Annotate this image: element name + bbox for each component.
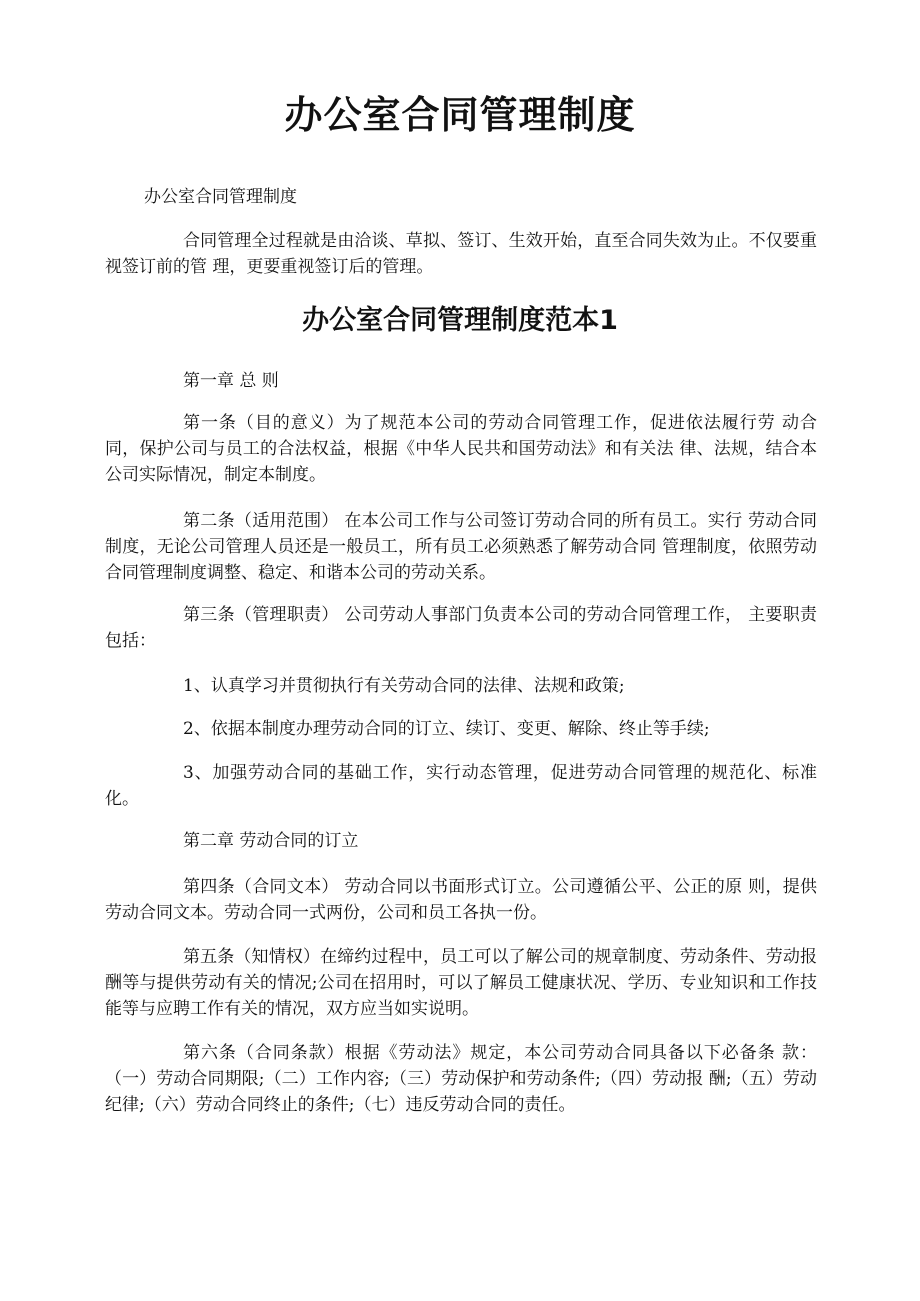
article-paragraph: 第三条（管理职责） 公司劳动人事部门负责本公司的劳动合同管理工作， 主要职责包括： — [105, 605, 817, 651]
section-title: 办公室合同管理制度范本1 — [302, 305, 618, 336]
list-item: 3、加强劳动合同的基础工作，实行动态管理，促进劳动合同管理的规范化、标准化。 — [105, 763, 817, 809]
list-item: 2、依据本制度办理劳动合同的订立、续订、变更、解除、终止等手续; — [183, 719, 710, 739]
document-subtitle: 办公室合同管理制度 — [144, 187, 297, 207]
article-paragraph: 第五条（知情权）在缔约过程中，员工可以了解公司的规章制度、劳动条件、劳动报酬等与提供劳动有关的情况;公司在招用时，可以了解员工健康状况、学历、专业知识和工作技能等与应聘工作有关的情况，双方应当如实说明。 — [105, 947, 817, 1019]
list-item: 1、认真学习并贯彻执行有关劳动合同的法律、法规和政策; — [183, 676, 625, 696]
chapter-heading: 第二章 劳动合同的订立 — [183, 831, 359, 851]
article-paragraph: 第六条（合同条款）根据《劳动法》规定，本公司劳动合同具备以下必备条 款：（一）劳动合同期限;（二）工作内容;（三）劳动保护和劳动条件;（四）劳动报 酬;（五）劳动纪律;（六）劳动合同终止的条件;（七）违反劳动合同的责任。 — [105, 1043, 817, 1115]
article-paragraph: 第四条（合同文本） 劳动合同以书面形式订立。公司遵循公平、公正的原 则，提供劳动合同文本。劳动合同一式两份，公司和员工各执一份。 — [105, 877, 817, 923]
intro-paragraph: 合同管理全过程就是由洽谈、草拟、签订、生效开始，直至合同失效为止。不仅要重视签订前的管 理，更要重视签订后的管理。 — [105, 231, 817, 277]
article-paragraph: 第二条（适用范围） 在本公司工作与公司签订劳动合同的所有员工。实行 劳动合同制度，无论公司管理人员还是一般员工，所有员工必须熟悉了解劳动合同 管理制度，依照劳动合同管理制度调整、稳定、和谐本公司的劳动关系。 — [105, 511, 817, 583]
article-paragraph: 第一条（目的意义）为了规范本公司的劳动合同管理工作，促进依法履行劳 动合同，保护公司与员工的合法权益，根据《中华人民共和国劳动法》和有关法 律、法规，结合本公司实际情况，制定本制度。 — [105, 413, 817, 485]
chapter-heading: 第一章 总 则 — [183, 371, 279, 391]
document-title: 办公室合同管理制度 — [284, 93, 636, 137]
